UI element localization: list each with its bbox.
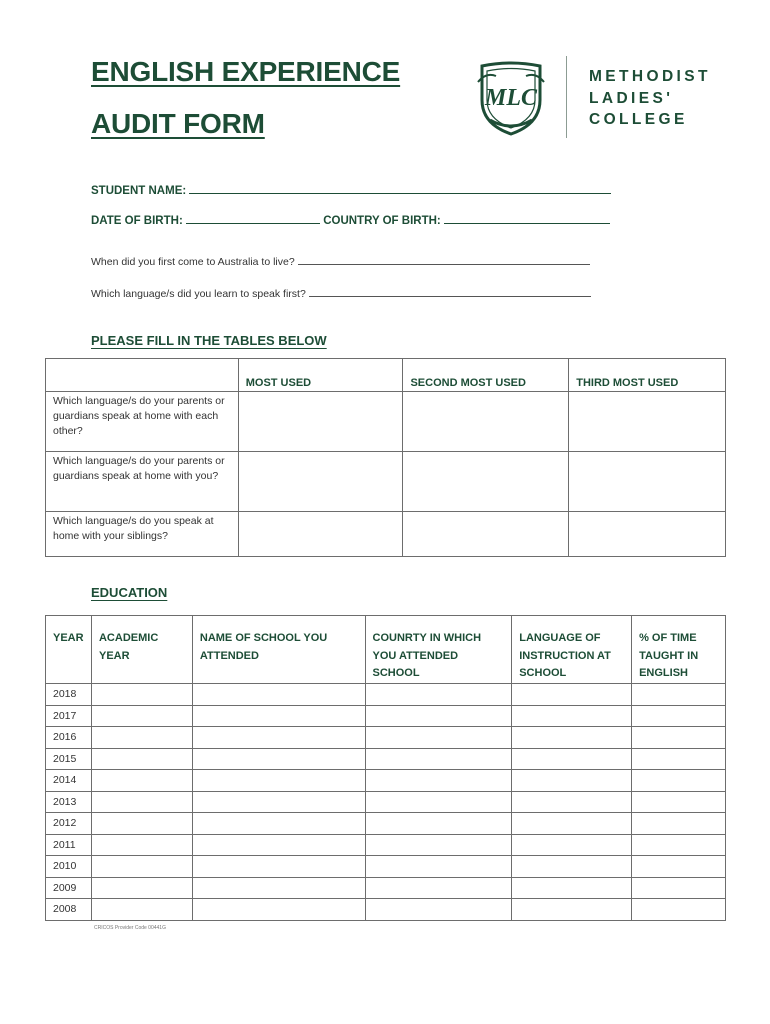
column-school-country: COUNRTY IN WHICH YOU ATTENDED SCHOOL (365, 616, 512, 684)
entry-cell[interactable] (632, 899, 726, 921)
table-row (46, 512, 726, 557)
entry-cell[interactable] (365, 877, 512, 899)
entry-cell[interactable] (632, 748, 726, 770)
table-row (46, 813, 726, 835)
entry-cell[interactable] (632, 813, 726, 835)
education-table-header (46, 616, 726, 684)
entry-cell[interactable] (192, 791, 365, 813)
row-question: Which language/s do your parents or guardians speak at home with each other? (46, 392, 239, 452)
birth-row (91, 213, 610, 227)
entry-cell[interactable] (512, 705, 632, 727)
entry-cell[interactable] (365, 899, 512, 921)
entry-cell[interactable] (192, 856, 365, 878)
table-row (46, 392, 726, 452)
education-table (45, 615, 726, 921)
entry-cell[interactable] (512, 727, 632, 749)
entry-cell[interactable] (512, 856, 632, 878)
answer-cell[interactable] (569, 452, 726, 512)
entry-cell[interactable] (91, 727, 192, 749)
entry-cell[interactable] (91, 705, 192, 727)
entry-cell[interactable] (632, 877, 726, 899)
answer-cell[interactable] (238, 452, 403, 512)
college-name (589, 66, 711, 131)
entry-cell[interactable] (192, 748, 365, 770)
table-row (46, 705, 726, 727)
year-cell: 2016 (46, 727, 92, 749)
entry-cell[interactable] (91, 770, 192, 792)
entry-cell[interactable] (192, 834, 365, 856)
entry-cell[interactable] (632, 705, 726, 727)
entry-cell[interactable] (632, 684, 726, 706)
entry-cell[interactable] (632, 791, 726, 813)
year-cell: 2012 (46, 813, 92, 835)
year-cell: 2017 (46, 705, 92, 727)
entry-cell[interactable] (512, 684, 632, 706)
answer-cell[interactable] (569, 392, 726, 452)
table-row (46, 791, 726, 813)
entry-cell[interactable] (91, 877, 192, 899)
answer-cell[interactable] (403, 392, 569, 452)
entry-cell[interactable] (365, 705, 512, 727)
entry-cell[interactable] (91, 856, 192, 878)
entry-cell[interactable] (512, 877, 632, 899)
table-row (46, 684, 726, 706)
year-cell: 2008 (46, 899, 92, 921)
column-most-used: MOST USED (238, 359, 403, 392)
table-row (46, 856, 726, 878)
year-cell: 2015 (46, 748, 92, 770)
table-row (46, 727, 726, 749)
form-title-line1: ENGLISH EXPERIENCE (91, 56, 401, 87)
year-cell: 2018 (46, 684, 92, 706)
entry-cell[interactable] (365, 727, 512, 749)
year-cell: 2011 (46, 834, 92, 856)
entry-cell[interactable] (512, 791, 632, 813)
country-label: COUNTRY OF BIRTH: (323, 215, 441, 227)
college-name-line2: LADIES' (589, 89, 674, 107)
language-table-header (46, 359, 726, 392)
column-instruction-language: LANGUAGE OF INSTRUCTION AT SCHOOL (512, 616, 632, 684)
education-section-heading: EDUCATION (91, 585, 168, 600)
entry-cell[interactable] (512, 770, 632, 792)
entry-cell[interactable] (192, 899, 365, 921)
year-cell: 2014 (46, 770, 92, 792)
table-row (46, 834, 726, 856)
language-section-heading: PLEASE FILL IN THE TABLES BELOW (91, 333, 327, 348)
entry-cell[interactable] (512, 899, 632, 921)
entry-cell[interactable] (512, 813, 632, 835)
entry-cell[interactable] (365, 791, 512, 813)
entry-cell[interactable] (512, 834, 632, 856)
student-name-field[interactable] (189, 183, 611, 194)
entry-cell[interactable] (91, 813, 192, 835)
entry-cell[interactable] (365, 856, 512, 878)
arrival-question: When did you first come to Australia to live? (91, 256, 295, 268)
entry-cell[interactable] (512, 748, 632, 770)
column-english-percent: % OF TIME TAUGHT IN ENGLISH (632, 616, 726, 684)
svg-text:MLC: MLC (484, 85, 538, 111)
entry-cell[interactable] (632, 834, 726, 856)
answer-cell[interactable] (403, 512, 569, 557)
answer-cell[interactable] (238, 392, 403, 452)
entry-cell[interactable] (91, 748, 192, 770)
entry-cell[interactable] (632, 727, 726, 749)
student-name-label: STUDENT NAME: (91, 185, 187, 197)
column-year: YEAR (46, 616, 92, 684)
column-school-name: NAME OF SCHOOL YOU ATTENDED (192, 616, 365, 684)
entry-cell[interactable] (632, 770, 726, 792)
entry-cell[interactable] (192, 705, 365, 727)
column-third-most-used: THIRD MOST USED (569, 359, 726, 392)
entry-cell[interactable] (365, 813, 512, 835)
entry-cell[interactable] (632, 856, 726, 878)
column-second-most-used: SECOND MOST USED (403, 359, 569, 392)
entry-cell[interactable] (91, 791, 192, 813)
entry-cell[interactable] (365, 684, 512, 706)
education-table-body (46, 684, 726, 921)
answer-cell[interactable] (403, 452, 569, 512)
form-title-line2: AUDIT FORM (91, 108, 265, 139)
table-row (46, 770, 726, 792)
entry-cell[interactable] (365, 834, 512, 856)
header-divider (566, 56, 567, 138)
language-table (45, 358, 726, 557)
year-cell: 2010 (46, 856, 92, 878)
column-academic-year: ACADEMIC YEAR (91, 616, 192, 684)
table-row (46, 877, 726, 899)
year-cell: 2009 (46, 877, 92, 899)
entry-cell[interactable] (365, 770, 512, 792)
entry-cell[interactable] (91, 834, 192, 856)
row-question: Which language/s do your parents or guardians speak at home with you? (46, 452, 239, 512)
college-name-line3: COLLEGE (589, 111, 688, 128)
country-field[interactable] (444, 213, 610, 224)
arrival-field[interactable] (298, 255, 590, 265)
entry-cell[interactable] (192, 813, 365, 835)
first-language-question: Which language/s did you learn to speak first? (91, 288, 306, 300)
entry-cell[interactable] (192, 684, 365, 706)
table-row (46, 452, 726, 512)
entry-cell[interactable] (192, 877, 365, 899)
first-language-field[interactable] (309, 287, 591, 297)
dob-label: DATE OF BIRTH: (91, 215, 183, 227)
college-crest-logo (476, 60, 546, 136)
entry-cell[interactable] (365, 748, 512, 770)
entry-cell[interactable] (192, 727, 365, 749)
entry-cell[interactable] (192, 770, 365, 792)
student-name-row (91, 183, 611, 197)
arrival-question-row (91, 255, 590, 268)
entry-cell[interactable] (91, 684, 192, 706)
cricos-footer: CRICOS Provider Code 00441G (94, 925, 166, 931)
answer-cell[interactable] (569, 512, 726, 557)
first-language-question-row (91, 287, 591, 300)
language-table-corner (46, 359, 239, 392)
entry-cell[interactable] (91, 899, 192, 921)
college-name-line1: METHODIST (589, 68, 711, 85)
dob-field[interactable] (186, 213, 320, 224)
year-cell: 2013 (46, 791, 92, 813)
table-row (46, 748, 726, 770)
answer-cell[interactable] (238, 512, 403, 557)
row-question: Which language/s do you speak at home with your siblings? (46, 512, 239, 557)
table-row (46, 899, 726, 921)
